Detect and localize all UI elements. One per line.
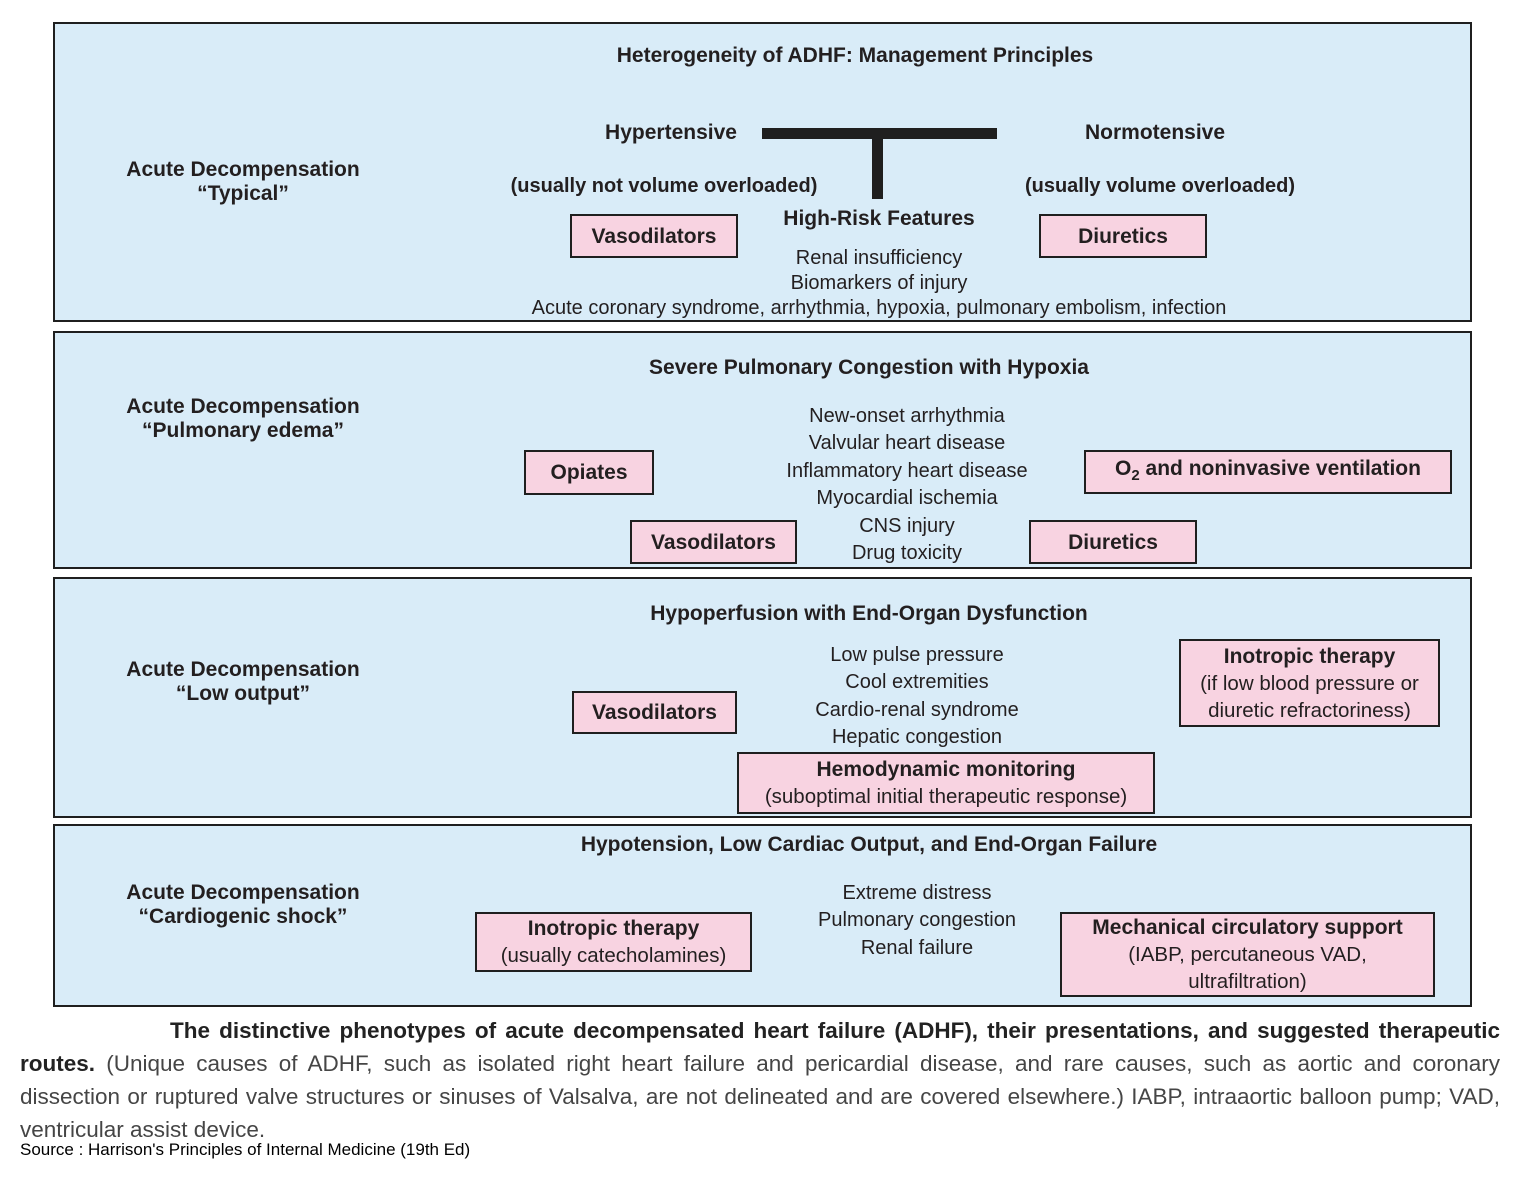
panel-low-output-label bbox=[126, 658, 359, 706]
panel-pulmonary-edema-label-line1: Acute Decompensation bbox=[126, 395, 360, 418]
finding-item: Cardio-renal syndrome bbox=[815, 698, 1019, 721]
panel-cardiogenic-shock-label bbox=[126, 881, 359, 929]
finding-item: Valvular heart disease bbox=[808, 432, 1006, 455]
panel-pulmonary-edema bbox=[53, 331, 1472, 569]
inotropic-therapy-box-shock-title: Inotropic therapy bbox=[527, 917, 700, 940]
pulmonary-edema-findings-list bbox=[786, 403, 1027, 567]
panel-typical-label-line2: “Typical” bbox=[197, 182, 289, 205]
finding-item: Low pulse pressure bbox=[830, 644, 1004, 666]
normotensive-heading: Normotensive bbox=[1084, 121, 1226, 144]
finding-item: Hepatic congestion bbox=[831, 726, 1003, 749]
panel-low-output-title: Hypoperfusion with End-Organ Dysfunction bbox=[650, 602, 1088, 625]
vasodilators-box-low-output bbox=[572, 691, 737, 734]
high-risk-heading: High-Risk Features bbox=[783, 207, 975, 230]
t-connector-vertical-bar bbox=[872, 128, 883, 199]
panel-low-output-label-line1: Acute Decompensation bbox=[126, 658, 360, 681]
panel-typical-title: Heterogeneity of ADHF: Management Principles bbox=[616, 44, 1094, 67]
panel-cardiogenic-shock bbox=[53, 824, 1472, 1007]
hemodynamic-monitoring-box-sub: (suboptimal initial therapeutic response) bbox=[764, 785, 1128, 808]
oxygen-ventilation-box bbox=[1084, 450, 1452, 494]
diuretics-box-typical bbox=[1039, 214, 1207, 258]
panel-low-output bbox=[53, 577, 1472, 818]
finding-item: Pulmonary congestion bbox=[818, 909, 1016, 932]
panel-pulmonary-edema-title: Severe Pulmonary Congestion with Hypoxia bbox=[649, 356, 1089, 379]
figure-caption-bold: The distinctive phenotypes of acute decompensated heart failure (ADHF), their presentations, and suggested therapeutic routes. bbox=[20, 1018, 1500, 1076]
figure-caption-regular: (Unique causes of ADHF, such as isolated right heart failure and pericardial disease, and rare causes, such as aortic and coronary dissection or ruptured valve structures or sinuses of Valsalva, are not delineated and are covered elsewhere.) IABP, intraaortic balloon pump; VAD, ventricular assist device. bbox=[20, 1051, 1500, 1142]
panel-cardiogenic-shock-label-line1: Acute Decompensation bbox=[126, 881, 360, 904]
panel-low-output-label-line2: “Low output” bbox=[175, 682, 311, 705]
finding-item: Cool extremities bbox=[845, 671, 989, 694]
diuretics-box-pulmonary-edema-label: Diuretics bbox=[1068, 530, 1158, 554]
mechanical-circulatory-support-box bbox=[1060, 912, 1435, 997]
panel-typical-label-line1: Acute Decompensation bbox=[126, 158, 360, 181]
high-risk-item-1: Renal insufficiency bbox=[795, 247, 963, 269]
inotropic-therapy-box-shock bbox=[475, 912, 752, 972]
opiates-box-label: Opiates bbox=[550, 461, 628, 484]
inotropic-therapy-box-low-output-sub1: (if low blood pressure or bbox=[1200, 671, 1419, 695]
finding-item: New-onset arrhythmia bbox=[809, 405, 1005, 427]
normotensive-subheading: (usually volume overloaded) bbox=[1024, 175, 1296, 197]
low-output-findings-list bbox=[815, 642, 1018, 752]
finding-item: Drug toxicity bbox=[851, 542, 963, 565]
vasodilators-box-pulmonary-edema bbox=[630, 520, 797, 564]
panel-cardiogenic-shock-title: Hypotension, Low Cardiac Output, and End-Organ Failure bbox=[580, 833, 1158, 856]
inotropic-therapy-box-low-output-title: Inotropic therapy bbox=[1223, 644, 1396, 668]
vasodilators-box-pulmonary-edema-label: Vasodilators bbox=[651, 530, 776, 554]
finding-item: CNS injury bbox=[859, 514, 955, 537]
panel-pulmonary-edema-label-line2: “Pulmonary edema” bbox=[142, 419, 344, 442]
hypertensive-subheading: (usually not volume overloaded) bbox=[510, 175, 818, 197]
vasodilators-box-typical bbox=[570, 214, 738, 258]
panel-pulmonary-edema-label bbox=[126, 395, 359, 443]
hypertensive-heading: Hypertensive bbox=[605, 121, 737, 144]
hemodynamic-monitoring-box-title: Hemodynamic monitoring bbox=[816, 758, 1076, 781]
inotropic-therapy-box-low-output bbox=[1179, 639, 1440, 727]
inotropic-therapy-box-shock-sub: (usually catecholamines) bbox=[500, 944, 727, 967]
finding-item: Inflammatory heart disease bbox=[786, 459, 1028, 482]
panel-typical-label bbox=[126, 158, 359, 206]
mechanical-circulatory-support-box-sub2: ultrafiltration) bbox=[1188, 970, 1307, 993]
mechanical-circulatory-support-box-sub1: (IABP, percutaneous VAD, bbox=[1128, 943, 1367, 966]
panel-cardiogenic-shock-label-line2: “Cardiogenic shock” bbox=[138, 905, 348, 928]
finding-item: Myocardial ischemia bbox=[816, 487, 998, 510]
finding-item: Extreme distress bbox=[842, 882, 992, 904]
panel-typical bbox=[53, 22, 1472, 322]
inotropic-therapy-box-low-output-sub2: diuretic refractoriness) bbox=[1208, 698, 1411, 722]
figure-caption bbox=[20, 1014, 1500, 1146]
vasodilators-box-typical-label: Vasodilators bbox=[591, 224, 717, 248]
diuretics-box-typical-label: Diuretics bbox=[1078, 224, 1168, 248]
oxygen-subscript: 2 bbox=[1131, 467, 1140, 484]
high-risk-item-3: Acute coronary syndrome, arrhythmia, hypoxia, pulmonary embolism, infection bbox=[531, 297, 1227, 319]
oxygen-ventilation-box-label: $O_2$ and noninvasive ventilation bbox=[1115, 457, 1421, 484]
hemodynamic-monitoring-box bbox=[737, 752, 1155, 814]
vasodilators-box-low-output-label: Vasodilators bbox=[592, 701, 717, 724]
mechanical-circulatory-support-box-title: Mechanical circulatory support bbox=[1092, 916, 1403, 939]
finding-item: Renal failure bbox=[860, 936, 974, 959]
diuretics-box-pulmonary-edema bbox=[1029, 520, 1197, 564]
opiates-box bbox=[524, 450, 654, 495]
source-line: Source : Harrison's Principles of Internal Medicine (19th Ed) bbox=[20, 1140, 471, 1159]
cardiogenic-shock-findings-list bbox=[818, 880, 1016, 962]
high-risk-item-2: Biomarkers of injury bbox=[790, 272, 968, 294]
